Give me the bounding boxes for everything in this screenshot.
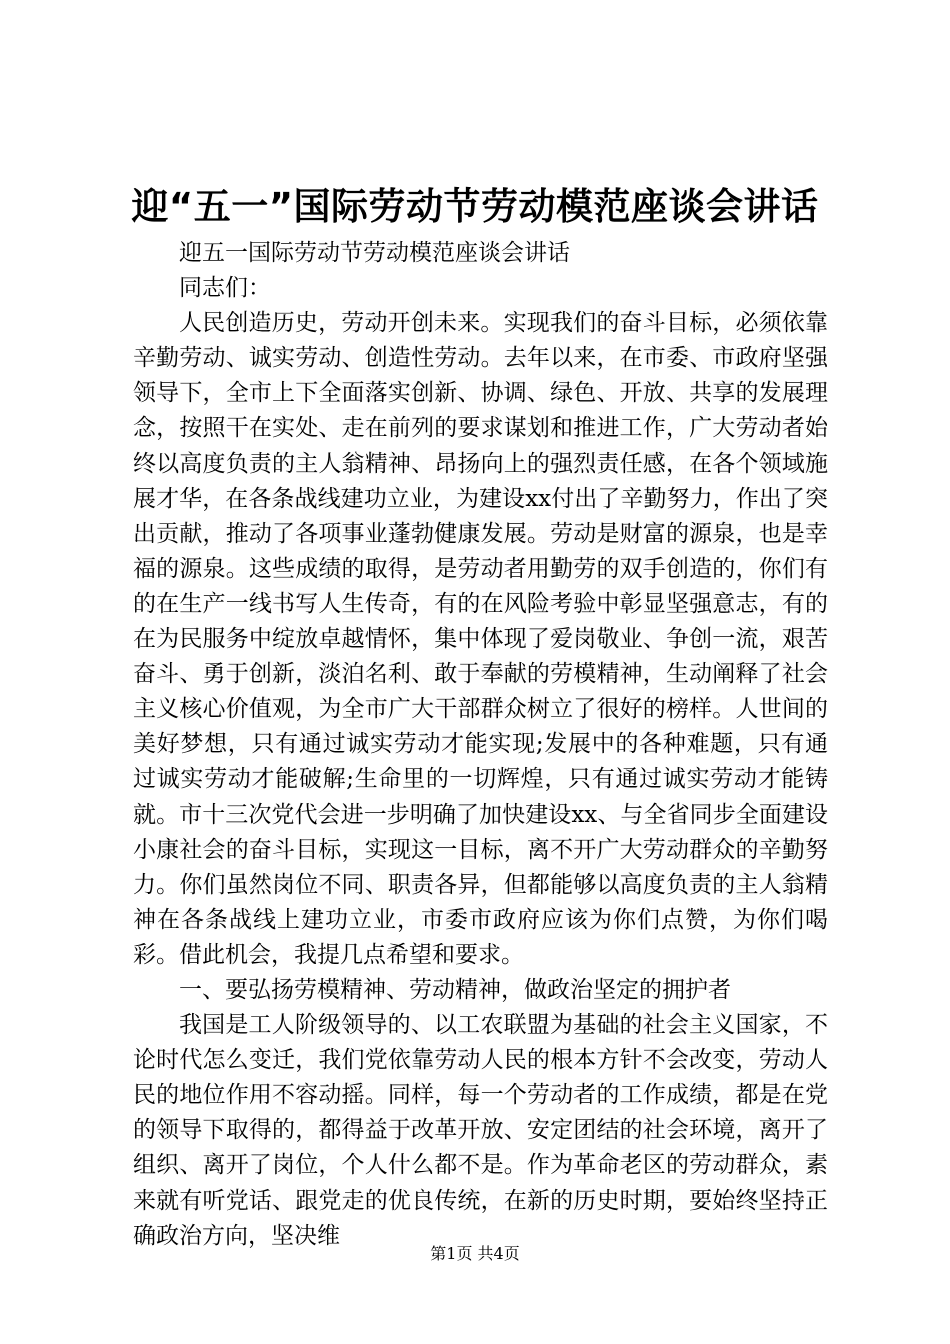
body-paragraph: 人民创造历史，劳动开创未来。实现我们的奋斗目标，必须依靠辛勤劳动、诚实劳动、创造性劳动。去年以来，在市委、市政府坚强领导下，全市上下全面落实创新、协调、绿色、开放、共享的发展理念，按照干在实处、走在前列的要求谋划和推进工作，广大劳动者始终以高度负责的主人翁精神、昂扬向上的强烈责任感，在各个领域施展才华，在各条战线建功立业，为建设xx付出了辛勤努力，作出了突出贡献，推动了各项事业蓬勃健康发展。劳动是财富的源泉，也是幸福的源泉。这些成绩的取得，是劳动者用勤劳的双手创造的，你们有的在生产一线书写人生传奇，有的在风险考验中彰显坚强意志，有的在为民服务中绽放卓越情怀，集中体现了爱岗敬业、争创一流，艰苦奋斗、勇于创新，淡泊名利、敢于奉献的劳模精神，生动阐释了社会主义核心价值观，为全市广大干部群众树立了很好的榜样。人世间的美好梦想，只有通过诚实劳动才能实现;发展中的各种难题，只有通过诚实劳动才能破解;生命里的一切辉煌，只有通过诚实劳动才能铸就。市十三次党代会进一步明确了加快建设xx、与全省同步全面建设小康社会的奋斗目标，实现这一目标，离不开广大劳动群众的辛勤努力。你们虽然岗位不同、职责各异，但都能够以高度负责的主人翁精神在各条战线上建功立业，市委市政府应该为你们点赞，为你们喝彩。借此机会，我提几点希望和要求。	[133, 310, 828, 968]
subtitle-paragraph: 迎五一国际劳动节劳动模范座谈会讲话	[179, 240, 570, 266]
document-body	[133, 236, 828, 1254]
document-title: 迎“五一”国际劳动节劳动模范座谈会讲话	[131, 185, 819, 228]
salutation-paragraph: 同志们：	[179, 275, 271, 302]
section-heading: 一、要弘扬劳模精神、劳动精神，做政治坚定的拥护者	[179, 976, 731, 1003]
page-footer: 第1页 共4页	[430, 1244, 520, 1263]
body-paragraph: 我国是工人阶级领导的、以工农联盟为基础的社会主义国家，不论时代怎么变迁，我们党依靠劳动人民的根本方针不会改变，劳动人民的地位作用不容动摇。同样，每一个劳动者的工作成绩，都是在党的领导下取得的，都得益于改革开放、安定团结的社会环境，离开了组织、离开了岗位，个人什么都不是。作为革命老区的劳动群众，素来就有听党话、跟党走的优良传统，在新的历史时期，要始终坚持正确政治方向，坚决维	[133, 1012, 828, 1249]
body-paragraphs	[133, 306, 828, 1254]
